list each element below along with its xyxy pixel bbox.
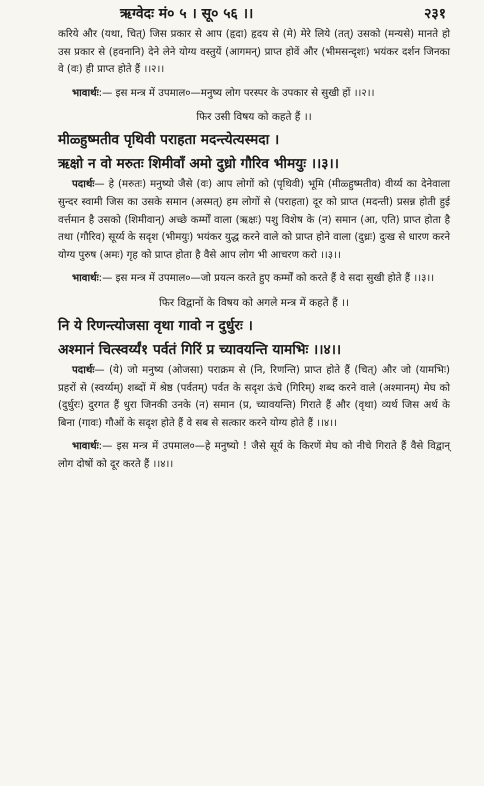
bhavarth-paragraph: भावार्थः:— इस मन्त्र में उपमाल०—मनुष्य लोग परस्पर के उपकार से सुखी हों ।।२।। — [72, 87, 375, 99]
bhavarth-label: भावार्थः — [72, 273, 99, 285]
page-number: २३१ — [424, 6, 446, 22]
mantra-line: अश्मानं चित्स्वर्य्यं१ पर्वतं गिरिं प्र च्यावयन्ति यामभिः ।।४।। — [58, 341, 342, 358]
running-header — [120, 4, 450, 26]
paragraph-text: इस मन्त्र में उपमाल०—मनुष्य लोग परस्पर के उपकार से सुखी हों ।।२।। — [115, 87, 375, 99]
padarth-paragraph: पदार्थः— हे (मरुतः) मनुष्यो जैसे (वः) आप लोगों को (पृथिवी) भूमि (मीळ्हुष्मतीव) वीर्य्य का देनेवाला सुन्दर स्वामी जिस का उसके समान (अस्मत्) हम लोगों से (पराहता) दूर को प्राप्त (मदन्ती) प्रसन्न होती हुई वर्त्तमान है उसको (शिमीवान्) अच्छे कर्म्मों वाला (ऋक्षः) पशु विशेष के (न) समान (आ, एति) प्राप्त होता है तथा (गौरिव) सूर्य्य के सदृश (भीमयुः) भयंकर युद्ध करने वाले को प्राप्त होने वाला (दुध्रः) दुःख से धारण करने योग्य पुरुष (अमः) गृह को प्राप्त होता है वैसे आप लोग भी आचरण करो ।।३।। — [58, 179, 450, 261]
paragraph-text: करिये और (यथा, चित्) जिस प्रकार से आप (हृदा) हृदय से (मे) मेरे लिये (तत्) उसको (मन्यसे) मानते हो उस प्रकार से (हवनानि) देने लेने योग्य वस्तुयें (आगमन्) प्राप्त होवें और (भीमसन्दृशः) भयंकर दर्शन जिनका वे (वः) ही प्राप्त होते हैं ।।२।। — [58, 29, 450, 76]
mantra-line: मीळ्हुष्मतीव पृथिवी पराहता मदन्त्येत्यस्मदा । — [58, 132, 280, 149]
page-body — [58, 26, 450, 474]
bhavarth-label: भावार्थः — [72, 441, 99, 453]
mantra-line: ऋक्षो न वो मरुतः शिमीवाँ अमो दुध्रो गौरिव भीमयुः ।।३।। — [58, 156, 339, 173]
section-heading: फिर उसी विषय को कहते हैं ।। — [196, 111, 312, 124]
bhavarth-paragraph: भावार्थः:— इस मन्त्र में उपमाल०—हे मनुष्यो ! जैसे सूर्य के किरणें मेघ को नीचे गिराते हैं वैसे विद्वान् लोग दोषों को दूर करते हैं ।।४।। — [58, 441, 451, 470]
mantra-line: नि ये रिणन्त्योजसा वृथा गावो न दुर्धुरः । — [58, 317, 253, 334]
bhavarth-paragraph: भावार्थः:— इस मन्त्र में उपमाल०—जो प्रयत्न करते हुए कर्म्मों को करते हैं वे सदा सुखी होते हैं ।।३।। — [72, 273, 435, 285]
paragraph-text: इस मन्त्र में उपमाल०—जो प्रयत्न करते हुए कर्म्मों को करते हैं वे सदा सुखी होते हैं ।।३।। — [115, 273, 435, 285]
section-heading: फिर विद्वानों के विषय को अगले मन्त्र में कहते हैं ।। — [159, 296, 349, 309]
bhavarth-label: भावार्थः — [72, 87, 99, 99]
padarth-label: पदार्थः — [72, 179, 95, 191]
paragraph-text: हे (मरुतः) मनुष्यो जैसे (वः) आप लोगों को (पृथिवी) भूमि (मीळ्हुष्मतीव) वीर्य्य का देनेवाला सुन्दर स्वामी जिस का उसके समान (अस्मत्) हम लोगों से (पराहता) दूर को प्राप्त (मदन्ती) प्रसन्न होती हुई वर्त्तमान है उसको (शिमीवान्) अच्छे कर्म्मों वाला (ऋक्षः) पशु विशेष के (न) समान (आ, एति) प्राप्त होता है तथा (गौरिव) सूर्य्य के सदृश (भीमयुः) भयंकर युद्ध करने वाले को प्राप्त होने वाला (दुध्रः) दुःख से धारण करने योग्य पुरुष (अमः) गृह को प्राप्त होता है वैसे आप लोग भी आचरण करो ।।३।। — [58, 179, 450, 261]
paragraph-text: इस मन्त्र में उपमाल०—हे मनुष्यो ! जैसे सूर्य के किरणें मेघ को नीचे गिराते हैं वैसे विद्वान् लोग दोषों को दूर करते हैं ।।४।। — [58, 441, 451, 470]
paragraph — [58, 26, 450, 79]
padarth-label: पदार्थः — [72, 364, 95, 376]
padarth-paragraph: पदार्थः— (ये) जो मनुष्य (ओजसा) पराक्रम से (नि, रिणन्ति) प्राप्त होते हैं (चित्) और जो (यामभिः) प्रहरों से (स्वर्य्यम्) शब्दों में श्रेष्ठ (पर्वतम्) पर्वत के सदृश ऊंचे (गिरिम्) शब्द करने वाले (अश्मानम्) मेघ को (दुर्धुरः) दुरगत हैं धुरा जिनकी उनके (न) समान (प्र, च्यावयन्ति) गिराते हैं और (वृथा) व्यर्थ जिस अर्थ के बिना (गावः) गौओं के सदृश होते हैं वे सब से सत्कार करने योग्य होते हैं ।।४।। — [58, 364, 450, 429]
paragraph-text: (ये) जो मनुष्य (ओजसा) पराक्रम से (नि, रिणन्ति) प्राप्त होते हैं (चित्) और जो (यामभिः) प्रहरों से (स्वर्य्यम्) शब्दों में श्रेष्ठ (पर्वतम्) पर्वत के सदृश ऊंचे (गिरिम्) शब्द करने वाले (अश्मानम्) मेघ को (दुर्धुरः) दुरगत हैं धुरा जिनकी उनके (न) समान (प्र, च्यावयन्ति) गिराते हैं और (वृथा) व्यर्थ जिस अर्थ के बिना (गावः) गौओं के सदृश होते हैं वे सब से सत्कार करने योग्य होते हैं ।।४।। — [58, 364, 450, 429]
header-title: ऋग्वेदः मं० ५ । सू० ५६ ।। — [120, 6, 254, 22]
